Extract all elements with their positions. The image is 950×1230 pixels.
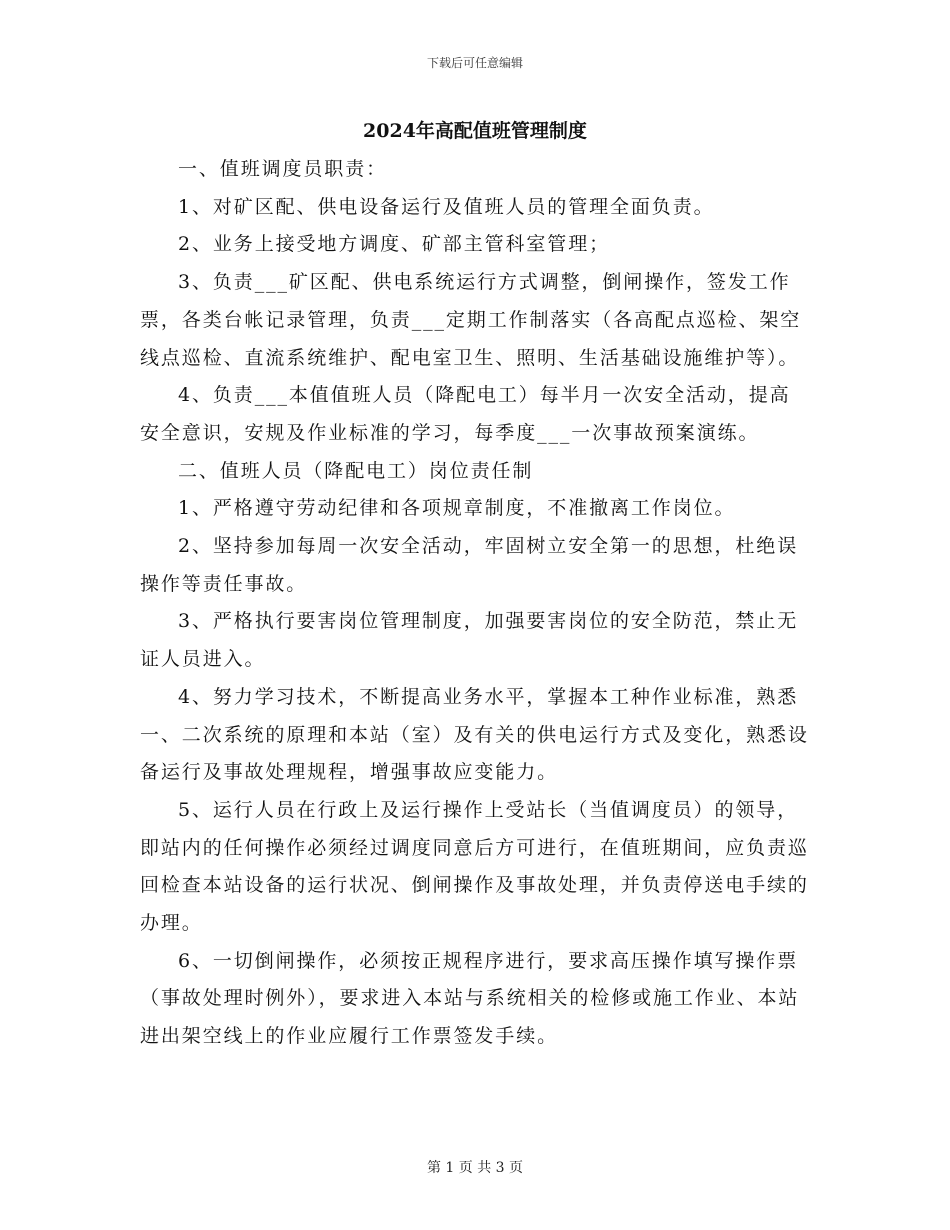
paragraph-item: 2、坚持参加每周一次安全活动，牢固树立安全第一的思想，杜绝误操作等责任事故。 <box>140 535 799 595</box>
paragraph-item: 3、负责___矿区配、供电系统运行方式调整，倒闸操作，签发工作票，各类台帐记录管理，负责___定期工作制落实（各高配点巡检、架空线点巡检、直流系统维护、配电室卫生、照明、生活基础设施维护等）。 <box>140 271 802 369</box>
paragraph-item: 6、一切倒闸操作，必须按正规程序进行，要求高压操作填写操作票（事故处理时例外），要求进入本站与系统相关的检修或施工作业、本站进出架空线上的作业应履行工作票签发手续。 <box>140 949 800 1048</box>
paragraph-item: 1、严格遵守劳动纪律和各项规章制度，不准撤离工作岗位。 <box>178 497 736 520</box>
document-title: 2024年高配值班管理制度 <box>363 120 587 142</box>
section-heading-duty-dispatcher: 一、值班调度员职责： <box>178 158 388 180</box>
paragraph-item: 2、业务上接受地方调度、矿部主管科室管理； <box>178 233 610 256</box>
header-note: 下载后可任意编辑 <box>426 56 523 70</box>
document-body <box>140 151 810 1056</box>
section-heading-duty-staff: 二、值班人员（降配电工）岗位责任制 <box>178 459 534 482</box>
paragraph-item: 3、严格执行要害岗位管理制度，加强要害岗位的安全防范，禁止无证人员进入。 <box>140 610 799 671</box>
paragraph-item: 4、努力学习技术，不断提高业务水平，掌握本工种作业标准，熟悉一、二次系统的原理和本站（室）及有关的供电运行方式及变化，熟悉设备运行及事故处理规程，增强事故应变能力。 <box>140 685 809 784</box>
paragraph-item: 5、运行人员在行政上及运行操作上受站长（当值调度员）的领导，即站内的任何操作必须经过调度同意后方可进行，在值班期间，应负责巡回检查本站设备的运行状况、倒闸操作及事故处理，并负责停送电手续的办理。 <box>140 798 809 935</box>
page-number: 第 1 页 共 3 页 <box>426 1160 524 1176</box>
paragraph-item: 4、负责___本值值班人员（降配电工）每半月一次安全活动，提高安全意识，安规及作业标准的学习，每季度___一次事故预案演练。 <box>140 384 791 444</box>
paragraph-item: 1、对矿区配、供电设备运行及值班人员的管理全面负责。 <box>178 195 715 218</box>
